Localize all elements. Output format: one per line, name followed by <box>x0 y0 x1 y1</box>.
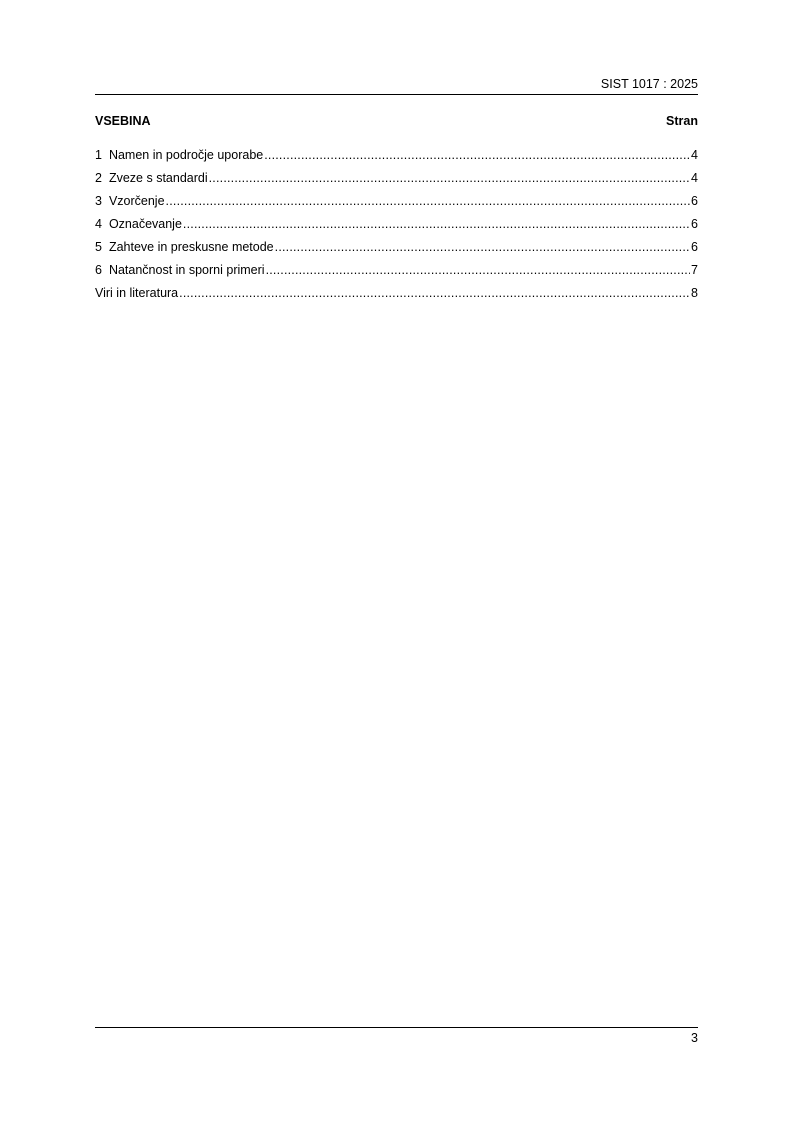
toc-entry-page: 6 <box>691 217 698 231</box>
toc-entry-number: 3 <box>95 194 102 208</box>
toc-dot-leader <box>264 148 690 163</box>
toc-entry-title: Označevanje <box>108 217 182 231</box>
toc-entry-page: 7 <box>691 263 698 277</box>
toc-entry-4[interactable] <box>95 217 698 240</box>
toc-entry-2[interactable] <box>95 171 698 194</box>
toc-entry-title: Namen in področje uporabe <box>108 148 264 162</box>
toc-entry-title: Vzorčenje <box>108 194 165 208</box>
footer-divider <box>95 1027 698 1028</box>
toc-entry-number: 1 <box>95 148 102 162</box>
toc-entry-page: 6 <box>691 240 698 254</box>
toc-dot-leader <box>275 240 690 255</box>
toc-list <box>95 148 698 309</box>
toc-dot-leader <box>266 263 690 278</box>
toc-title: VSEBINA <box>95 114 151 128</box>
toc-entry-title: Viri in literatura <box>95 286 179 300</box>
toc-entry-page: 8 <box>691 286 698 300</box>
page-number: 3 <box>691 1031 698 1045</box>
toc-entry-number: 4 <box>95 217 102 231</box>
toc-entry-page: 6 <box>691 194 698 208</box>
toc-entry-bibliography[interactable] <box>95 286 698 309</box>
toc-entry-1[interactable] <box>95 148 698 171</box>
header-divider <box>95 94 698 95</box>
toc-entry-page: 4 <box>691 148 698 162</box>
toc-entry-3[interactable] <box>95 194 698 217</box>
document-code: SIST 1017 : 2025 <box>600 77 698 91</box>
toc-entry-number: 5 <box>95 240 102 254</box>
toc-entry-title: Zahteve in preskusne metode <box>108 240 274 254</box>
toc-dot-leader <box>183 217 690 232</box>
toc-page-column-label: Stran <box>666 114 698 128</box>
toc-entry-number: 2 <box>95 171 102 185</box>
toc-entry-title: Natančnost in sporni primeri <box>108 263 265 277</box>
toc-heading <box>95 114 698 129</box>
toc-dot-leader <box>166 194 691 209</box>
toc-dot-leader <box>179 286 690 301</box>
toc-entry-number: 6 <box>95 263 102 277</box>
toc-entry-page: 4 <box>691 171 698 185</box>
toc-entry-6[interactable] <box>95 263 698 286</box>
toc-entry-title: Zveze s standardi <box>108 171 208 185</box>
toc-dot-leader <box>209 171 690 186</box>
toc-entry-5[interactable] <box>95 240 698 263</box>
